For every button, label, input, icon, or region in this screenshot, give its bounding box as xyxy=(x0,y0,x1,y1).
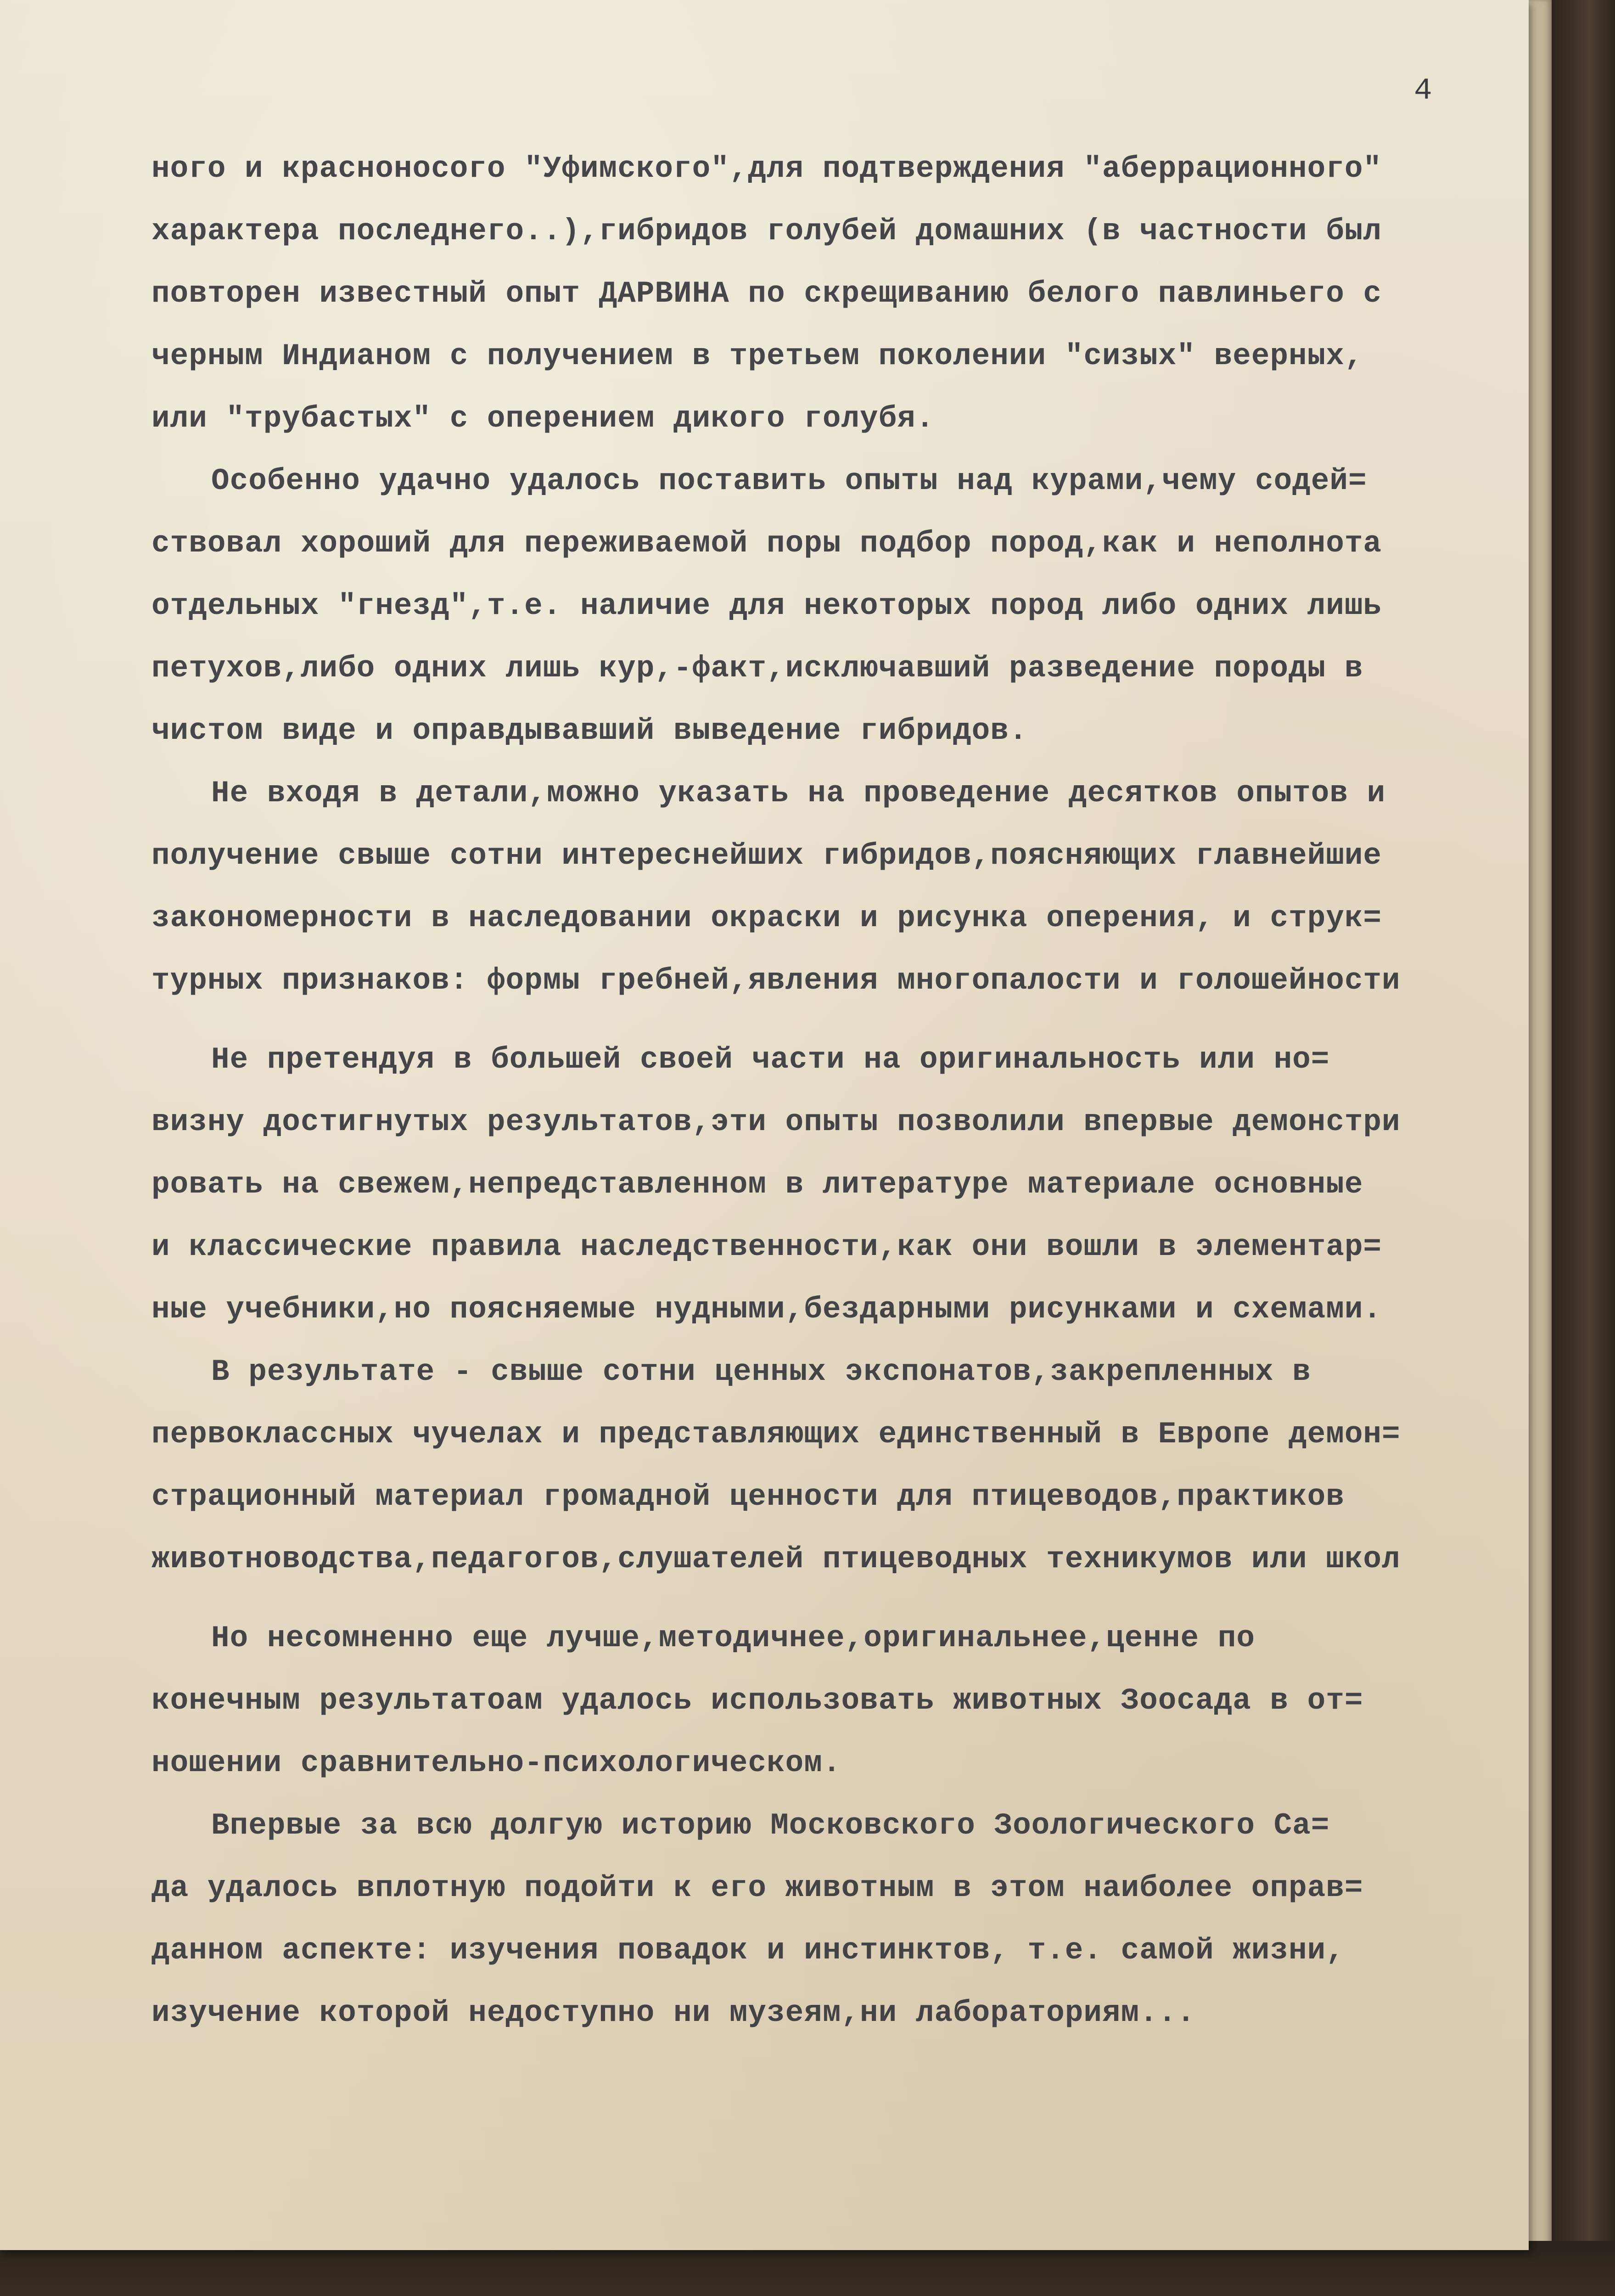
text-line: турных признаков: формы гребней,явления многопалости и голошейности xyxy=(151,963,1401,998)
paragraph-gap xyxy=(151,1591,1520,1607)
text-line: животноводства,педагогов,слушателей птицеводных техникумов или школ xyxy=(151,1542,1401,1576)
page-number: 4 xyxy=(1414,73,1432,108)
text-line: получение свыше сотни интереснейших гибридов,поясняющих главнейшие xyxy=(151,838,1382,873)
text-line: ного и красноносого "Уфимского",для подтверждения "аберрационного" xyxy=(151,152,1382,186)
text-line: чистом виде и оправдывавший выведение гибридов. xyxy=(151,714,1028,748)
background-right xyxy=(1552,0,1615,2296)
text-line: Особенно удачно удалось поставить опыты над курами,чему содей= xyxy=(211,464,1367,498)
text-line: или "трубастых" с оперением дикого голубя. xyxy=(151,401,935,436)
text-line: конечным результатоам удалось использовать животных Зоосада в от= xyxy=(151,1683,1363,1718)
typed-text-body xyxy=(151,138,1520,2044)
text-line: ствовал хороший для переживаемой поры подбор пород,как и неполнота xyxy=(151,526,1382,561)
text-line: ровать на свежем,непредставленном в литературе материале основные xyxy=(151,1167,1363,1202)
text-line: петухов,либо одних лишь кур,-факт,исключавший разведение породы в xyxy=(151,651,1363,686)
text-line: характера последнего..),гибридов голубей домашних (в частности был xyxy=(151,214,1382,248)
text-line: изучение которой недоступно ни музеям,ни лабораториям... xyxy=(151,1996,1195,2030)
text-line: В результате - свыше сотни ценных экспонатов,закрепленных в xyxy=(211,1355,1311,1389)
text-line: Но несомненно еще лучше,методичнее,оригинальнее,ценне по xyxy=(211,1621,1255,1655)
text-line: отдельных "гнезд",т.е. наличие для некоторых пород либо одних лишь xyxy=(151,589,1382,623)
text-line: визну достигнутых результатов,эти опыты позволили впервые демонстри xyxy=(151,1105,1401,1139)
text-line: да удалось вплотную подойти к его животным в этом наиболее оправ= xyxy=(151,1871,1363,1905)
text-line: черным Индианом с получением в третьем поколении "сизых" веерных, xyxy=(151,339,1363,373)
text-line: ные учебники,но поясняемые нудными,бездарными рисунками и схемами. xyxy=(151,1292,1382,1327)
text-line: первоклассных чучелах и представляющих единственный в Европе демон= xyxy=(151,1417,1401,1452)
text-line: данном аспекте: изучения повадок и инстинктов, т.е. самой жизни, xyxy=(151,1933,1345,1968)
text-line: Не входя в детали,можно указать на проведение десятков опытов и xyxy=(211,776,1386,810)
text-line: Не претендуя в большей своей части на оригинальность или но= xyxy=(211,1042,1330,1077)
text-line: ношении сравнительно-психологическом. xyxy=(151,1746,841,1780)
text-line: и классические правила наследственности,как они вошли в элементар= xyxy=(151,1230,1382,1264)
paragraph-gap xyxy=(151,1012,1520,1029)
text-line: закономерности в наследовании окраски и рисунка оперения, и струк= xyxy=(151,901,1382,935)
text-line: страционный материал громадной ценности для птицеводов,практиков xyxy=(151,1480,1345,1514)
text-line: Впервые за всю долгую историю Московского Зоологического Са= xyxy=(211,1808,1330,1843)
text-line: повторен известный опыт ДАРВИНА по скрещиванию белого павлиньего с xyxy=(151,276,1382,311)
